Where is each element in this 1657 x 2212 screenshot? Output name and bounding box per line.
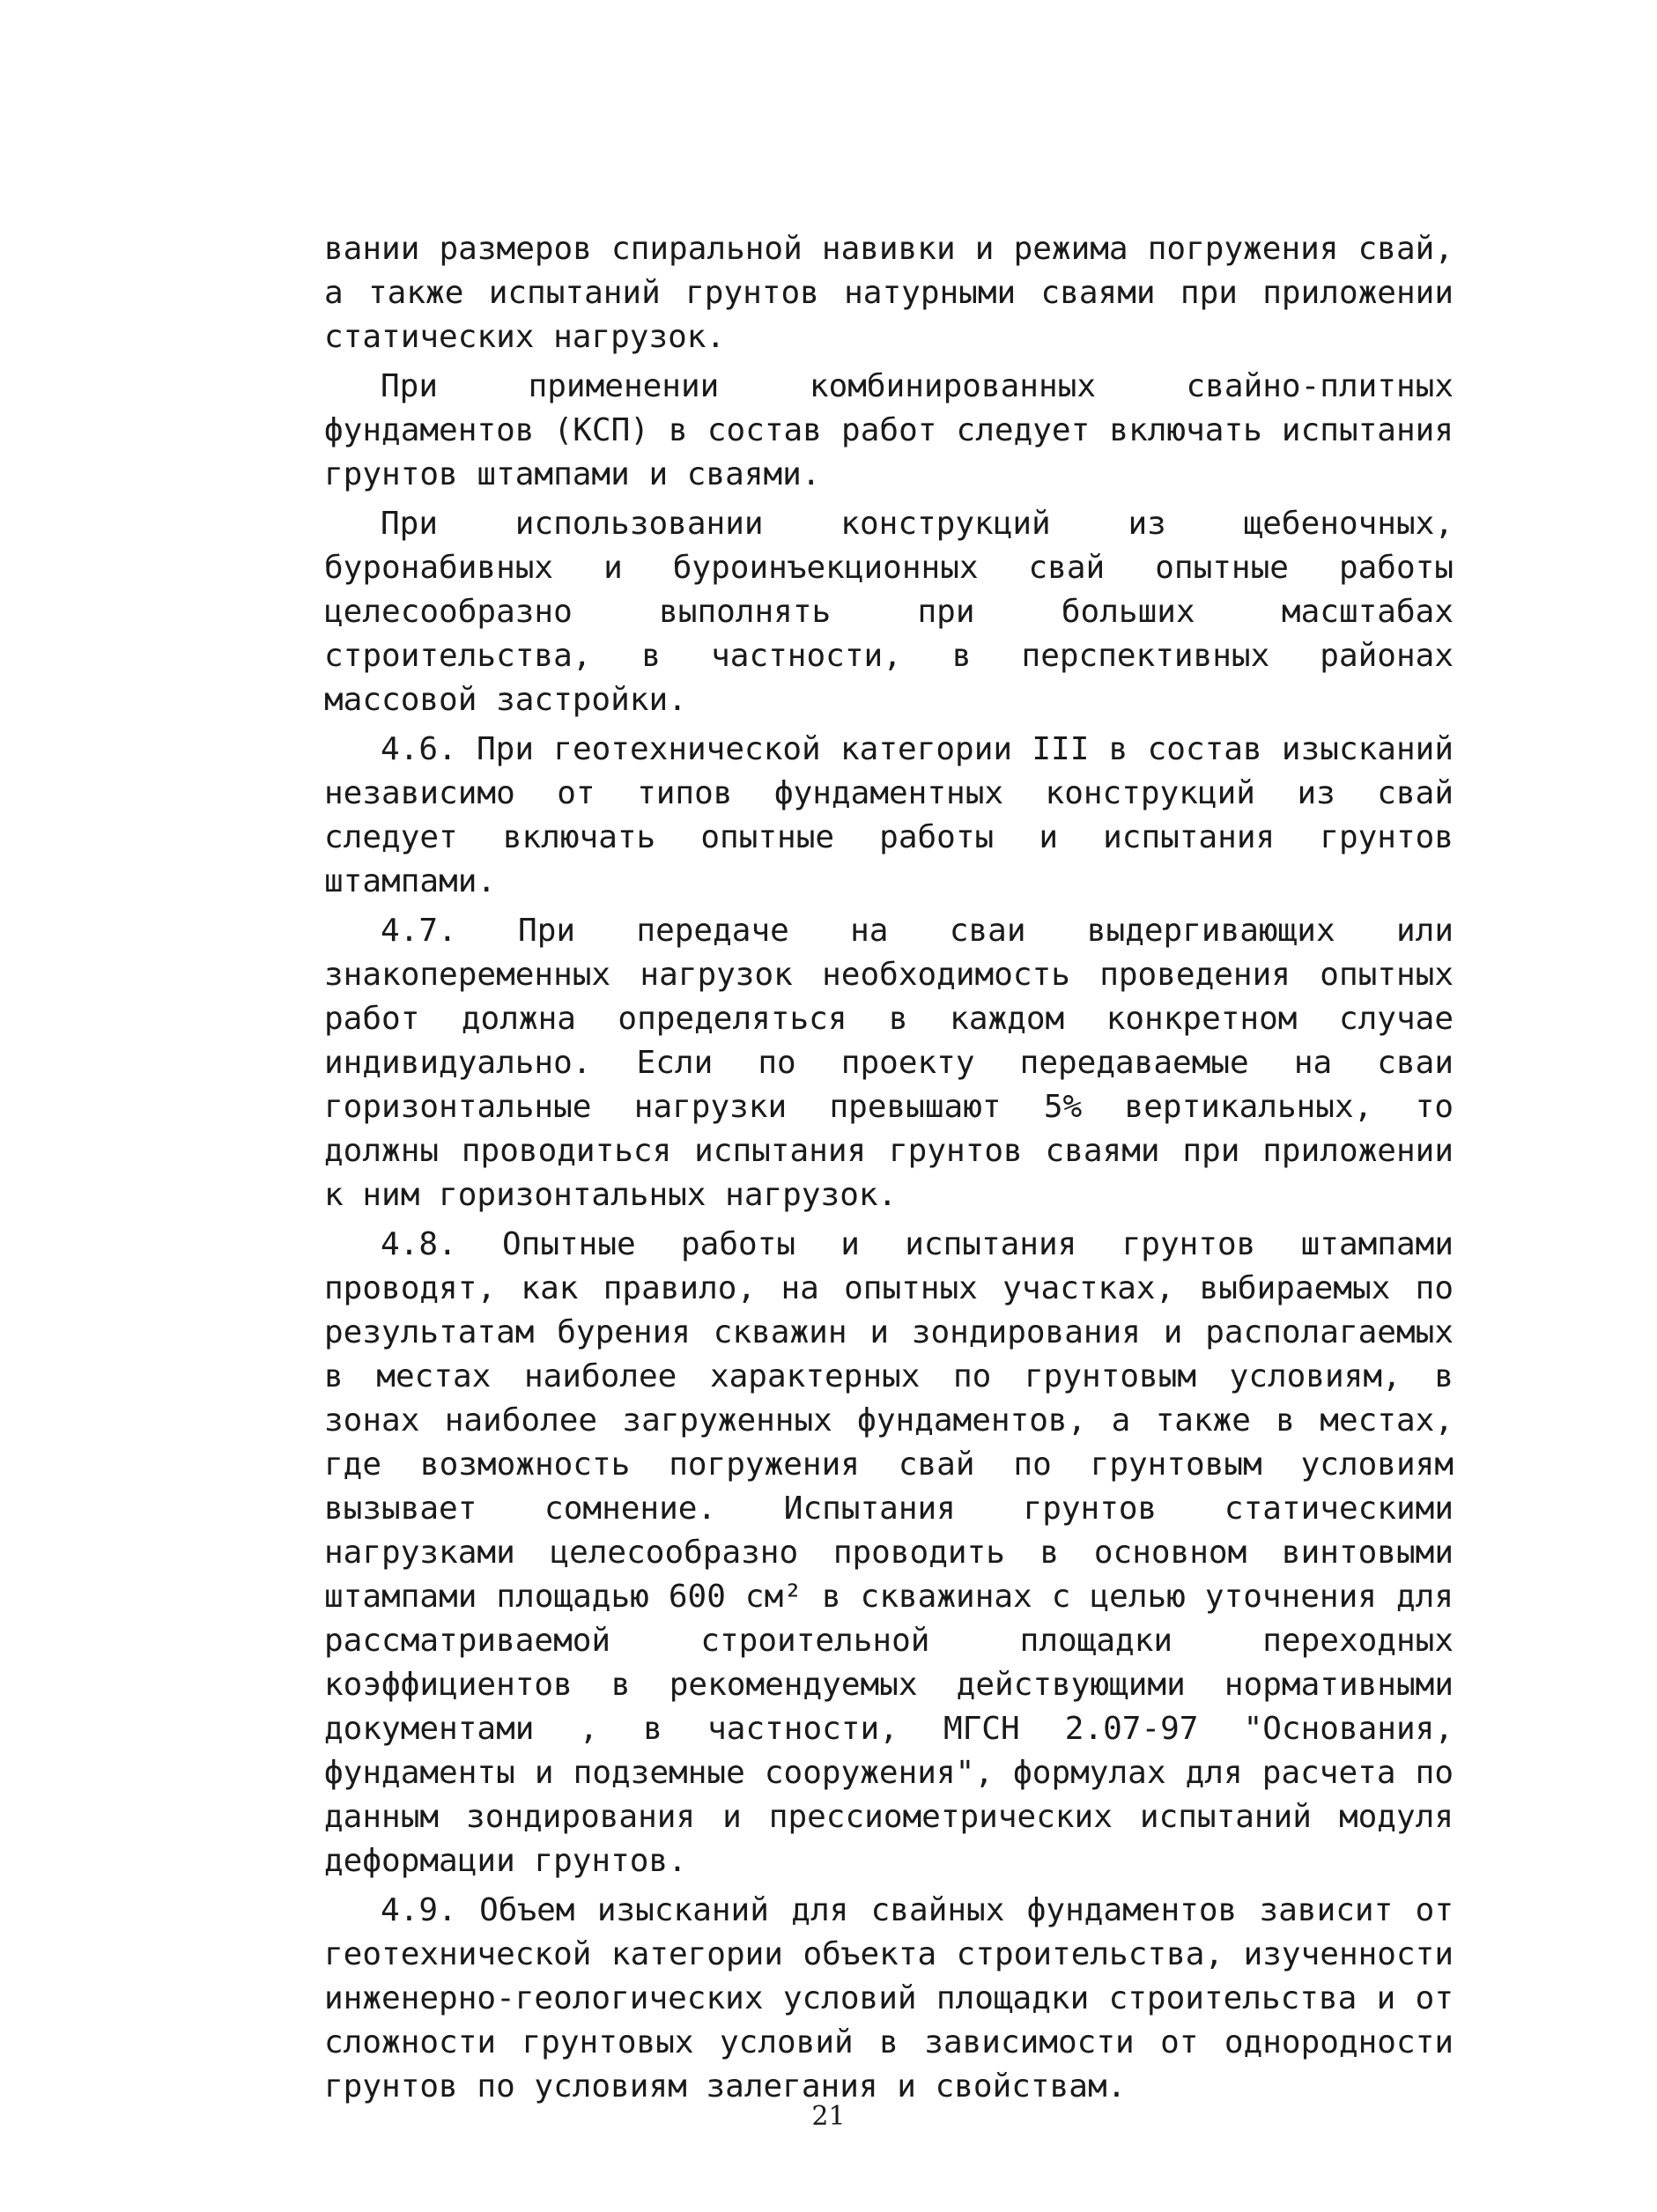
paragraph-4-8: 4.8. Опытные работы и испытания грунтов штампами проводят, как правило, на опытных участках, выбираемых по результатам бурения скважин и зондирования и располагаемых в местах наиболее характерных по грунтовым условиям, в зонах наиболее загруженных фундаментов, а также в местах, где возможность погружения свай по грунтовым условиям вызывает сомнение. Испытания грунтов статическими нагрузками целесообразно проводить в основном винтовыми штампами площадью 600 см² в скважинах с целью уточнения для рассматриваемой строительной площадки переходных коэффициентов в рекомендуемых действующими нормативными документами , в частности, МГСН 2.07-97 "Основания, фундаменты и подземные сооружения", формулах для расчета по данным зондирования и прессиометрических испытаний модуля деформации грунтов. bbox=[324, 1226, 1454, 1879]
body-text bbox=[324, 227, 1454, 2114]
page-number: 21 bbox=[811, 2101, 846, 2132]
paragraph-4-7: 4.7. При передаче на сваи выдергивающих или знакопеременных нагрузок необходимость проведения опытных работ должна определяться в каждом конкретном случае индивидуально. Если по проекту передаваемые на сваи горизонтальные нагрузки превышают 5% вертикальных, то должны проводиться испытания грунтов сваями при приложении к ним горизонтальных нагрузок. bbox=[324, 913, 1454, 1213]
paragraph-gravel-piles: При использовании конструкций из щебеночных, буронабивных и буроинъекционных свай опытные работы целесообразно выполнять при больших масштабах строительства, в частности, в перспективных районах массовой застройки. bbox=[324, 506, 1454, 718]
paragraph-4-9: 4.9. Объем изысканий для свайных фундаментов зависит от геотехнической категории объекта строительства, изученности инженерно-геологических условий площадки строительства и от сложности грунтовых условий в зависимости от однородности грунтов по условиям залегания и свойствам. bbox=[324, 1892, 1454, 2105]
paragraph-4-6: 4.6. При геотехнической категории III в состав изысканий независимо от типов фундаментных конструкций из свай следует включать опытные работы и испытания грунтов штампами. bbox=[324, 731, 1454, 899]
paragraph-continuation: вании размеров спиральной навивки и режима погружения свай, а также испытаний грунтов натурными сваями при приложении статических нагрузок. bbox=[324, 231, 1454, 355]
paragraph-ksp: При применении комбинированных свайно-плитных фундаментов (КСП) в состав работ следует включать испытания грунтов штампами и сваями. bbox=[324, 368, 1454, 492]
